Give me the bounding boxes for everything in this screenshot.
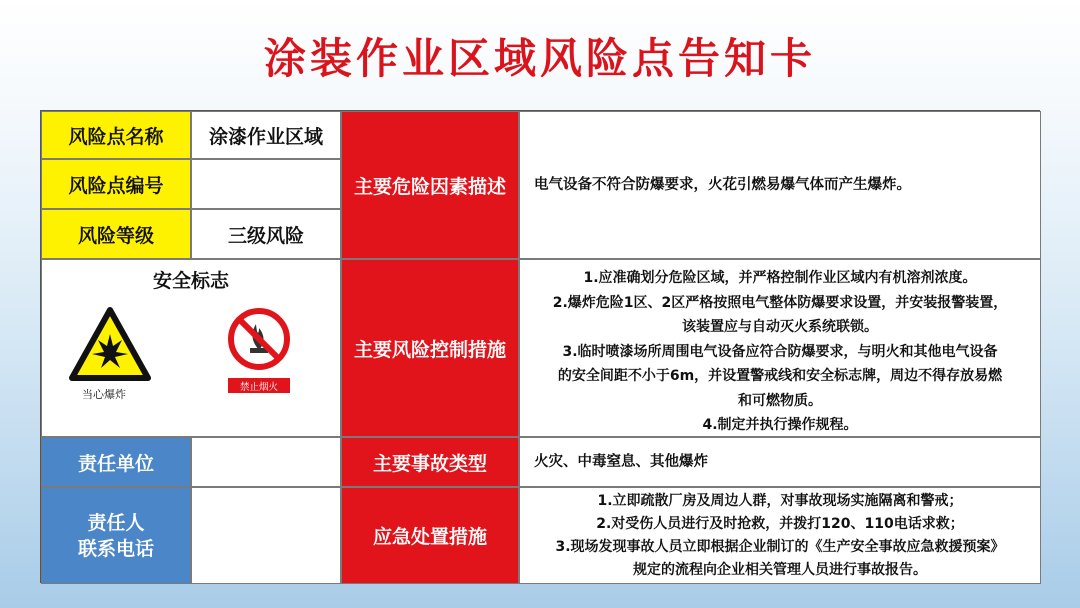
emergency-measure-line: 规定的流程向企业相关管理人员进行事故报告。 bbox=[633, 562, 927, 578]
emergency-measure-line: 3.现场发现事故人员立即根据企业制订的《生产安全事故应急救援预案》 bbox=[555, 539, 1005, 555]
value-risk-level: 三级风险 bbox=[191, 209, 341, 259]
label-main-hazards: 主要危险因素描述 bbox=[341, 111, 519, 259]
label-risk-level: 风险等级 bbox=[41, 209, 191, 259]
explosion-caption: 当心爆炸 bbox=[82, 388, 126, 401]
value-main-hazards: 电气设备不符合防爆要求，火花引燃易爆气体而产生爆炸。 bbox=[519, 111, 1041, 259]
control-measure-line: 3.临时喷漆场所周围电气设备应符合防爆要求，与明火和其他电气设备 bbox=[562, 343, 998, 360]
value-accident-types: 火灾、中毒窒息、其他爆炸 bbox=[519, 437, 1041, 487]
label-emergency: 应急处置措施 bbox=[341, 487, 519, 584]
value-responsible-unit bbox=[191, 437, 341, 487]
label-contact: 责任人 联系电话 bbox=[41, 487, 191, 584]
control-measure-line: 4.制定并执行操作规程。 bbox=[702, 417, 858, 433]
control-measures-list bbox=[519, 259, 1041, 437]
emergency-measure-line: 2.对受伤人员进行及时抢救，并拨打120、110电话求救； bbox=[596, 516, 964, 532]
value-risk-code bbox=[191, 159, 341, 209]
label-accident-types: 主要事故类型 bbox=[341, 437, 519, 487]
label-control-measures: 主要风险控制措施 bbox=[341, 259, 519, 437]
no-fire-icon bbox=[226, 306, 292, 372]
emergency-measures-list bbox=[519, 487, 1041, 584]
control-measure-line: 和可燃物质。 bbox=[738, 392, 822, 409]
page-title: 涂装作业区域风险点告知卡 bbox=[263, 34, 816, 83]
safety-signs-title: 安全标志 bbox=[152, 270, 229, 292]
emergency-measure-line: 1.立即疏散厂房及周边人群，对事故现场实施隔离和警戒； bbox=[597, 493, 963, 509]
control-measure-line: 该装置应与自动灭火系统联锁。 bbox=[682, 319, 878, 335]
risk-notice-card bbox=[40, 110, 1040, 583]
label-risk-code: 风险点编号 bbox=[41, 159, 191, 209]
value-risk-name: 涂漆作业区域 bbox=[191, 111, 341, 159]
explosion-warning-icon bbox=[68, 306, 152, 382]
control-measure-line: 的安全间距不小于6m，并设置警戒线和安全标志牌，周边不得存放易燃 bbox=[557, 368, 1003, 384]
label-risk-name: 风险点名称 bbox=[41, 111, 191, 159]
control-measure-line: 2.爆炸危险1区、2区严格按照电气整体防爆要求设置，并安装报警装置， bbox=[552, 294, 1008, 311]
safety-signs-panel bbox=[41, 259, 341, 437]
control-measure-line: 1.应准确划分危险区域，并严格控制作业区域内有机溶剂浓度。 bbox=[583, 270, 977, 286]
no-fire-caption: 禁止烟火 bbox=[228, 378, 290, 393]
value-contact bbox=[191, 487, 341, 584]
label-responsible-unit: 责任单位 bbox=[41, 437, 191, 487]
